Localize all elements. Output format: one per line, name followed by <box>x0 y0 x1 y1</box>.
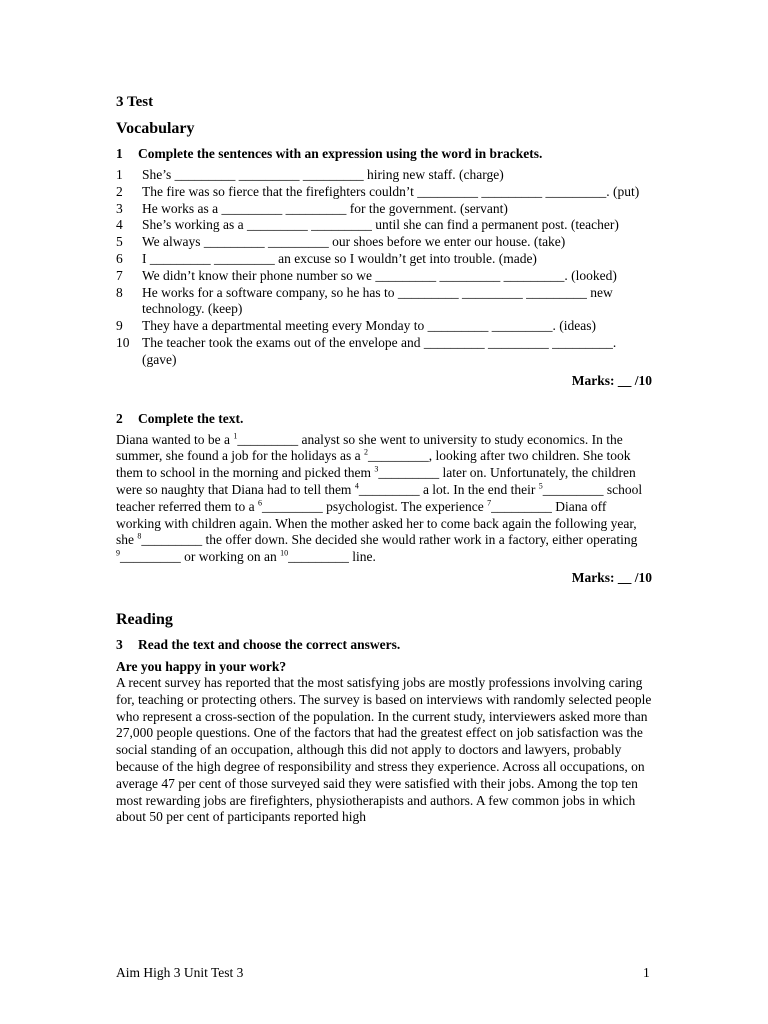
exercise-1-item <box>116 184 652 201</box>
exercise-3-instruction-text: Read the text and choose the correct answers. <box>138 636 401 652</box>
article-title: Are you happy in your work? <box>116 658 287 674</box>
cloze-segment: _________ Diana off working with children again. When the mother asked her to come back again the following year, she <box>116 498 637 548</box>
item-text: The fire was so fierce that the firefighters couldn’t _________ _________ _________. (put) <box>142 183 640 199</box>
gap-number: 1 <box>233 431 238 441</box>
item-number: 7 <box>116 267 123 283</box>
item-text: We didn’t know their phone number so we _________ _________ _________. (looked) <box>142 267 617 283</box>
cloze-segment: _________ or working on an <box>120 549 281 565</box>
test-title: 3 Test <box>116 94 154 110</box>
exercise-1-item <box>116 201 652 218</box>
cloze-segment: _________ line. <box>288 549 376 565</box>
exercise-1-item <box>116 335 652 369</box>
exercise-2-instruction <box>116 410 652 428</box>
item-text: He works for a software company, so he has to _________ _________ _________ new technology. (keep) <box>142 284 613 317</box>
gap-number: 6 <box>258 498 263 508</box>
exercise-1-items <box>116 167 652 369</box>
item-number: 10 <box>116 334 130 350</box>
gap-number: 7 <box>487 498 492 508</box>
footer-title: Aim High 3 Unit Test 3 <box>116 965 244 980</box>
cloze-segment: _________ school teacher referred them to a <box>116 481 643 514</box>
gap-number: 2 <box>364 447 369 457</box>
article-text: A recent survey has reported that the most satisfying jobs are mostly professions involving caring for, teaching or protecting others. The survey is based on interviews with randomly selected people who represent a cross-section of the population. In the current study, interviewers asked more than 27,000 people questions. One of the factors that had the greatest effect on job satisfaction was the social standing of an occupation, although this did not apply to doctors and lawyers, probably because of the high degree of responsibility and stress they experience. Across all occupations, on average 47 per cent of those surveyed said they were satisfied with their jobs. Among the top ten most rewarding jobs are firefighters, physiotherapists and authors. A few common jobs in which about 50 per cent of participants reported high <box>116 674 652 825</box>
exercise-3-instruction <box>116 636 652 654</box>
exercise-1-instruction-text: Complete the sentences with an expression using the word in brackets. <box>138 146 543 161</box>
exercise-2-number: 2 <box>116 410 123 426</box>
cloze-segment: _________, looking after two children. She took them to school in the morning and picked them <box>116 448 631 481</box>
cloze-segment: _________ analyst so she went to university to study economics. In the summer, she found a job for the holidays as a <box>116 431 623 464</box>
vocabulary-heading: Vocabulary <box>116 120 195 137</box>
item-number: 6 <box>116 250 123 266</box>
cloze-segment: Diana wanted to be a <box>116 431 234 447</box>
exercise-1-number: 1 <box>116 146 123 161</box>
gap-number: 9 <box>116 548 120 558</box>
item-number: 2 <box>116 183 123 199</box>
item-text: We always _________ _________ our shoes before we enter our house. (take) <box>142 234 566 250</box>
cloze-segment: _________ later on. Unfortunately, the children were so naughty that Diana had to tell them <box>116 465 636 497</box>
exercise-1-instruction <box>116 145 652 163</box>
exercise-1-marks: Marks: __ /10 <box>571 372 652 388</box>
gap-number: 10 <box>280 548 289 558</box>
exercise-3-number: 3 <box>116 636 123 652</box>
item-number: 4 <box>116 217 123 233</box>
exercise-2-instruction-text: Complete the text. <box>138 410 244 426</box>
gap-number: 4 <box>354 481 359 491</box>
item-text: He works as a _________ _________ for the government. (servant) <box>142 200 508 216</box>
exercise-1-item <box>116 251 652 268</box>
cloze-segment: _________ the offer down. She decided she would rather work in a factory, either operating <box>141 532 638 548</box>
item-number: 1 <box>116 167 123 182</box>
reading-heading: Reading <box>116 610 173 628</box>
item-text: She’s _________ _________ _________ hiring new staff. (charge) <box>142 167 504 182</box>
exercise-2-cloze-text <box>116 432 652 566</box>
exercise-1-item <box>116 234 652 251</box>
cloze-segment: _________ a lot. In the end their <box>358 481 539 497</box>
exercise-1-item <box>116 217 652 234</box>
item-number: 9 <box>116 318 123 334</box>
worksheet-page <box>116 92 652 826</box>
item-text: The teacher took the exams out of the envelope and _________ _________ _________. (gave) <box>142 334 617 367</box>
item-text: I _________ _________ an excuse so I wouldn’t get into trouble. (made) <box>142 250 537 266</box>
item-text: They have a departmental meeting every Monday to _________ _________. (ideas) <box>142 318 596 334</box>
exercise-2-marks: Marks: __ /10 <box>571 569 652 585</box>
item-number: 8 <box>116 284 123 300</box>
gap-number: 3 <box>374 464 379 474</box>
item-number: 5 <box>116 234 123 250</box>
exercise-1-item <box>116 318 652 335</box>
exercise-1-item <box>116 285 652 319</box>
page-number: 1 <box>643 965 650 980</box>
exercise-1-item <box>116 268 652 285</box>
item-number: 3 <box>116 200 123 216</box>
gap-number: 5 <box>538 481 543 491</box>
cloze-segment: _________ psychologist. The experience <box>262 498 488 514</box>
item-text: She’s working as a _________ _________ until she can find a permanent post. (teacher) <box>142 217 619 233</box>
exercise-1-item <box>116 167 652 184</box>
gap-number: 8 <box>137 531 142 541</box>
